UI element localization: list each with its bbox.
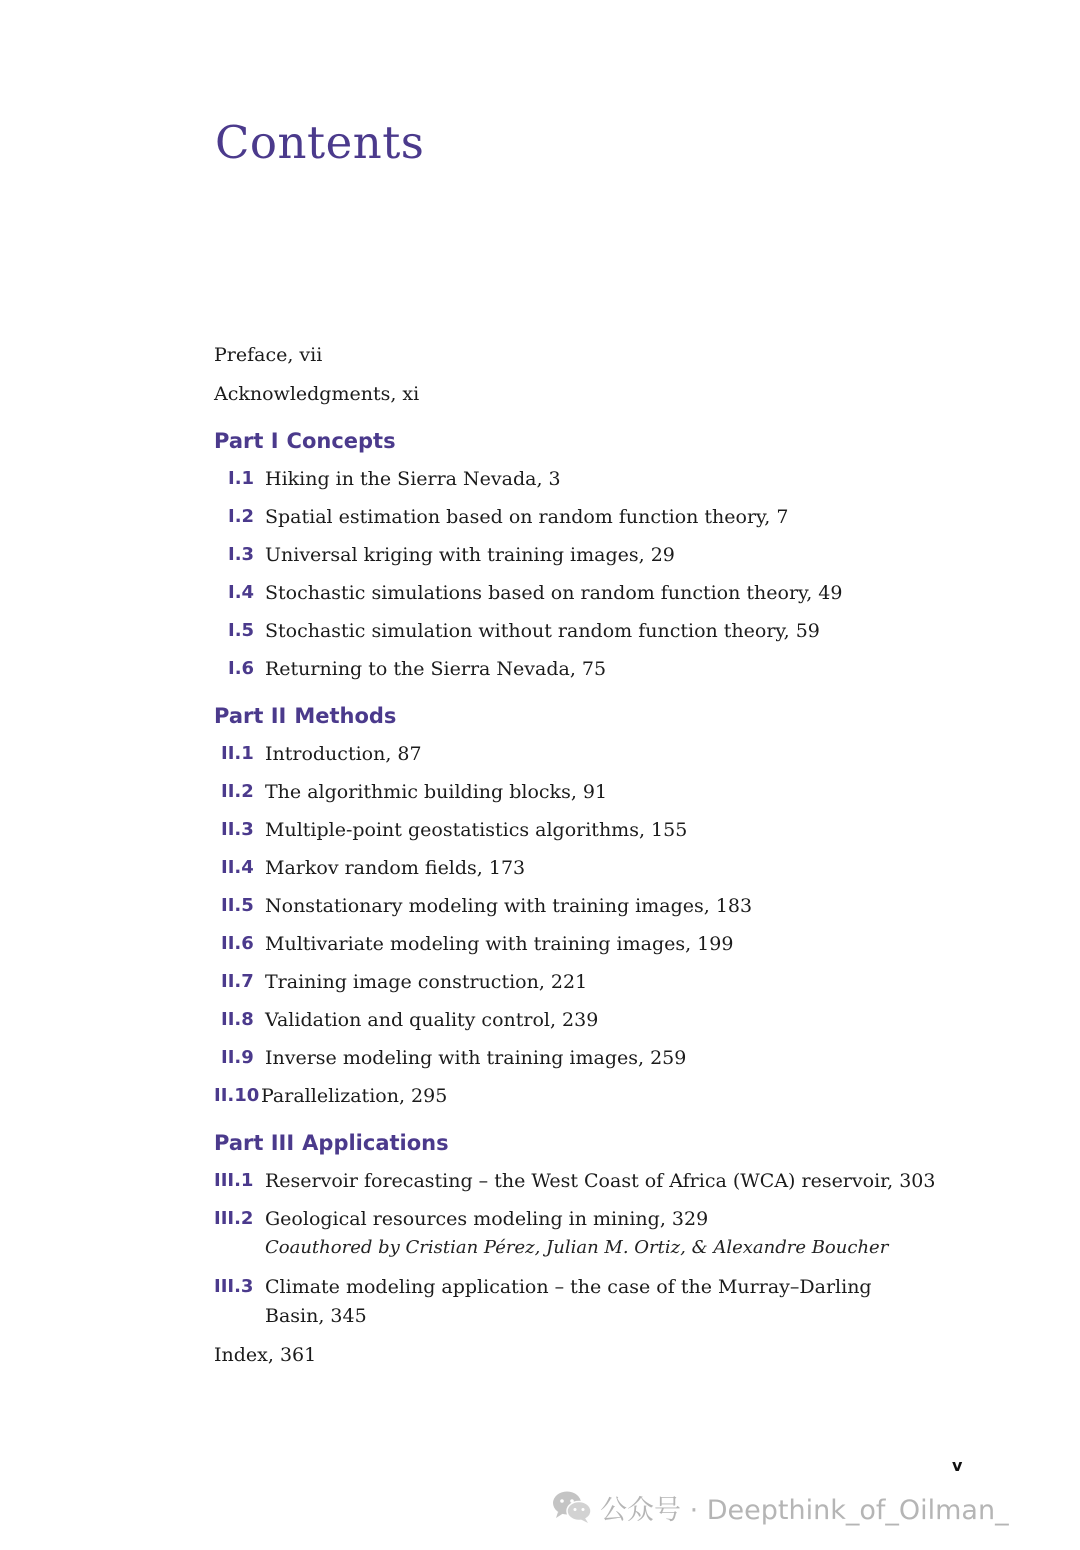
toc-entry-I-6[interactable] [214,655,1034,683]
entry-number: I.1 [228,468,255,489]
entry-number: II.2 [221,781,254,802]
entry-title: Returning to the Sierra Nevada, 75 [265,658,607,680]
entry-title-continuation: Basin, 345 [265,1305,367,1327]
entry-title: Parallelization, 295 [261,1085,448,1107]
toc-entry-III-1[interactable] [214,1167,1034,1195]
toc-entry-I-3[interactable] [214,541,1034,569]
entry-number: II.6 [221,933,254,954]
toc-entry-I-5[interactable] [214,617,1034,645]
toc-index[interactable]: Index, 361 [214,1344,317,1366]
entry-number: I.3 [228,544,255,565]
toc-entry-III-3[interactable] [214,1273,1034,1331]
part-2-number: Part II [214,704,287,728]
entry-title: Multiple-point geostatistics algorithms, 155 [265,819,688,841]
entry-title: Universal kriging with training images, 29 [265,544,675,566]
entry-title: Markov random fields, 173 [265,857,526,879]
entry-number: II.8 [221,1009,254,1030]
entry-number: I.6 [228,658,255,679]
watermark [552,1488,1009,1526]
page-number: v [952,1456,963,1475]
entry-number: II.10 [214,1085,260,1106]
wechat-icon [552,1490,592,1524]
part-3-section [214,1129,1034,1331]
entry-title: Stochastic simulation without random function theory, 59 [265,620,820,642]
toc-acknowledgments[interactable]: Acknowledgments, xi [214,383,420,405]
page-title: Contents [215,116,425,169]
entry-title: The algorithmic building blocks, 91 [265,781,608,803]
toc-entry-I-2[interactable] [214,503,1034,531]
part-2-heading [214,702,1034,730]
entry-title: Nonstationary modeling with training images, 183 [265,895,753,917]
entry-title: Validation and quality control, 239 [265,1009,599,1031]
toc-entry-II-2[interactable] [214,778,1034,806]
part-2-title: Methods [294,704,397,728]
entry-title: Stochastic simulations based on random function theory, 49 [265,582,843,604]
toc-entry-II-4[interactable] [214,854,1034,882]
toc-entry-II-6[interactable] [214,930,1034,958]
entry-title: Reservoir forecasting – the West Coast of Africa (WCA) reservoir, 303 [265,1170,936,1192]
entry-title: Hiking in the Sierra Nevada, 3 [265,468,561,490]
toc-entry-II-10[interactable] [214,1082,1034,1110]
toc-entry-II-5[interactable] [214,892,1034,920]
entry-number: II.4 [221,857,254,878]
entry-number: III.2 [214,1208,254,1229]
entry-number: I.2 [228,506,255,527]
entry-number: III.3 [214,1276,254,1297]
entry-number: II.7 [221,971,254,992]
toc-entry-I-4[interactable] [214,579,1034,607]
entry-title: Geological resources modeling in mining, 329 [265,1208,709,1230]
entry-title: Inverse modeling with training images, 259 [265,1047,687,1069]
toc-preface[interactable]: Preface, vii [214,344,323,366]
entry-coauthors: Coauthored by Cristian Pérez, Julian M. Ortiz, & Alexandre Boucher [265,1237,889,1258]
entry-title: Multivariate modeling with training images, 199 [265,933,734,955]
toc-entry-II-7[interactable] [214,968,1034,996]
toc-entry-II-1[interactable] [214,740,1034,768]
entry-title: Climate modeling application – the case of the Murray–Darling [265,1276,872,1298]
entry-number: II.3 [221,819,254,840]
toc-entry-I-1[interactable] [214,465,1034,493]
part-1-section [214,427,1034,683]
entry-number: I.4 [228,582,255,603]
toc-entry-II-3[interactable] [214,816,1034,844]
part-3-heading [214,1129,1034,1157]
part-1-heading [214,427,1034,455]
entry-title: Introduction, 87 [265,743,422,765]
toc-entry-II-9[interactable] [214,1044,1034,1072]
watermark-text: 公众号 · Deepthink_of_Oilman_ [600,1494,1009,1526]
entry-title: Training image construction, 221 [265,971,588,993]
entry-number: III.1 [214,1170,254,1191]
entry-number: II.5 [221,895,254,916]
entry-number: II.1 [221,743,254,764]
part-1-title: Concepts [286,429,396,453]
part-1-number: Part I [214,429,279,453]
table-of-contents [214,341,1034,1380]
entry-number: II.9 [221,1047,254,1068]
toc-entry-III-2[interactable] [214,1205,1034,1263]
toc-entry-II-8[interactable] [214,1006,1034,1034]
part-3-number: Part III [214,1131,295,1155]
part-2-section [214,702,1034,1110]
entry-title: Spatial estimation based on random function theory, 7 [265,506,789,528]
part-3-title: Applications [302,1131,449,1155]
entry-number: I.5 [228,620,255,641]
